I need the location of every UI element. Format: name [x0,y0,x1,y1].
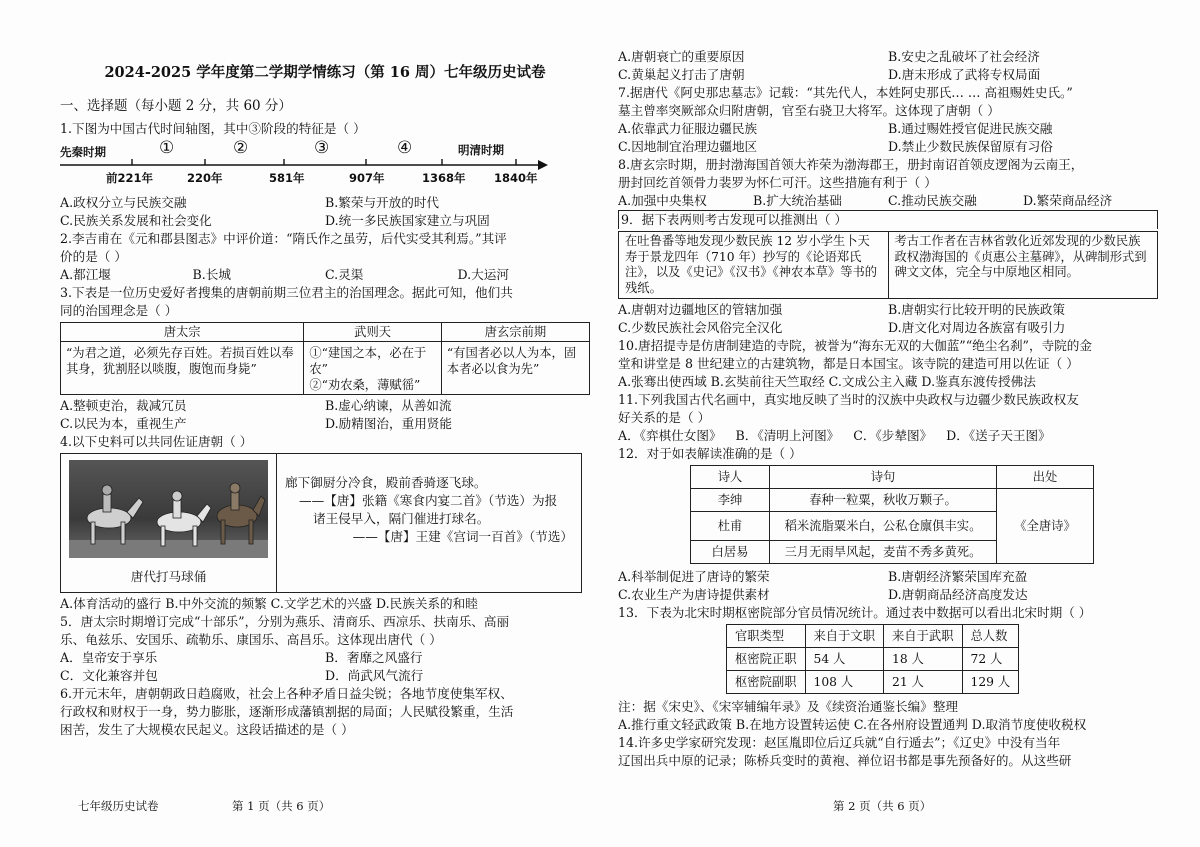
q3-options-row2 [60,415,590,433]
q12-poet-3: 白居易 [691,541,770,564]
q13-header-total: 总人数 [962,625,1019,648]
q6-option-b: B.安史之乱破坏了社会经济 [888,49,1040,64]
q2-option-b: B.长城 [192,267,231,282]
q12-header-verse: 诗句 [770,466,997,489]
q5-option-a: A．皇帝安于享乐 [60,650,158,665]
table-row [727,671,1019,694]
timeline-stage-3: ③ [314,138,330,158]
q1-option-b: B.繁荣与开放的时代 [325,195,440,210]
q11-option-a: A．《弈棋仕女图》 [618,428,722,443]
q4-image-cell [61,454,277,592]
q1-options-row2 [60,212,590,230]
q13-table [726,624,1019,694]
q13-header-military: 来自于武职 [884,625,963,648]
q3-table-header [61,323,590,342]
q13-r1-civil: 54 人 [805,648,884,671]
timeline-stage-4: ④ [397,138,413,158]
q12-verse-1: 春种一粒粟，秋收万颗子。 [770,489,997,512]
q13-r2-civil: 108 人 [805,671,884,694]
q7-stem-line2: 墓主曾率突厥部众归附唐朝，官至右骁卫大将军。这体现了唐朝（ ） [618,103,1000,118]
page-2 [618,0,1158,847]
q12-verse-2: 稻米流脂粟米白，公私仓廪俱丰实。 [770,512,997,541]
q13-options: A.推行重文轻武政策 B.在地方设置转运使 C.在各州府设置通判 D.取消节度使收税权 [618,717,1087,732]
q4-poem-cell [277,454,581,592]
q14-stem-line2: 辽国出兵中原的记录；陈桥兵变时的黄袍、禅位诏书都是事先预备好的。从这些研 [618,753,1072,768]
q6-option-c: C.黄巢起义打击了唐朝 [618,67,745,82]
q8-option-d: D.繁荣商品经济 [1023,193,1113,208]
q2-stem-line2: 价的是（ ） [60,249,127,264]
q9-options-row2 [618,319,1158,337]
q3-table [60,322,590,395]
q8-option-c: C.推动民族交融 [888,193,977,208]
footer-page-1: 第 1 页（共 6 页） [232,799,331,813]
q12-option-a: A.科举制促进了唐诗的繁荣 [618,569,770,584]
q12-source: 《全唐诗》 [997,489,1094,564]
q3-header-xuanzong: 唐玄宗前期 [441,323,589,342]
q3-options-row1 [60,397,590,415]
q6-option-a: A.唐朝衰亡的重要原因 [618,49,745,64]
table-row [691,489,1094,512]
q1-option-c: C.民族关系发展和社会变化 [60,213,212,228]
q2-option-a: A.都江堰 [60,267,111,282]
q13-header-civil: 来自于文职 [805,625,884,648]
q8-options [618,192,1158,210]
q12-header-source: 出处 [997,466,1094,489]
q2-stem-line1: 2.李吉甫在《元和郡县图志》中评价道：“隋氏作之虽劳，后代实受其利焉。”其评 [60,231,507,246]
q3-cell-taizong: “为君之道，必须先存百姓。若损百姓以奉其身，犹割胫以啖腹，腹饱而身毙” [61,342,304,395]
q13-r1-military: 18 人 [884,648,963,671]
q8-stem-line1: 8.唐玄宗时期，册封渤海国首领大祚荣为渤海郡王，册封南诏首领皮逻阁为云南王， [618,157,1084,172]
timeline-figure [60,140,590,188]
timeline-year-2: 220年 [187,171,223,185]
q3-option-d: D.励精图治，重用贤能 [325,416,452,431]
q1-option-d: D.统一多民族国家建立与巩固 [325,213,490,228]
q13-header-type: 官职类型 [727,625,806,648]
timeline-year-6: 1840年 [494,171,538,185]
q2-options [60,266,590,284]
q11-option-d: D．《送子天王图》 [946,428,1051,443]
q12-header-poet: 诗人 [691,466,770,489]
timeline-stage-1: ① [159,138,175,158]
q9-table [618,231,1158,299]
q4-poem-line-4: ——【唐】王建《宫词一百首》（节选） [352,529,573,544]
q8-stem-line2: 册封回纥首领骨力裴罗为怀仁可汗。这些措施有利于（ ） [618,175,937,190]
horse-figurines-image [69,460,268,558]
polo-figurine-photo [69,460,268,558]
q6-stem-line1: 6.开元末年，唐朝朝政日趋腐败，社会上各种矛盾日益尖锐；各地节度使集军权、 [60,686,513,701]
q7-option-d: D.禁止少数民族保留原有习俗 [888,139,1053,154]
footer-page-2: 第 2 页（共 6 页） [833,799,932,813]
q13-table-header [727,625,1019,648]
q6-options-row2 [618,66,1158,84]
q10-stem-line2: 堂和讲堂是 8 世纪建立的古建筑物，都是日本国宝。该寺院的建造可用以佐证（ ） [618,356,1079,371]
q2-option-c: C.灵渠 [325,267,364,282]
q13-r2-total: 129 人 [962,671,1019,694]
q1-options-row1 [60,194,590,212]
q4-poem-line-3: 诸王侵早入，隔门催进打球名。 [313,511,490,526]
q12-poet-1: 李绅 [691,489,770,512]
page-1 [60,0,590,847]
q13-r2-type: 枢密院副职 [727,671,806,694]
q5-option-d: D．尚武风气流行 [325,668,424,683]
q10-options: A.张骞出使西域 B.玄奘前往天竺取经 C.文成公主入藏 D.鉴真东渡传授佛法 [618,374,1036,389]
q14-stem-line1: 14.许多史学家研究发现：赵匡胤即位后辽兵就“自行遁去”；《辽史》中没有当年 [618,735,1061,750]
q13-r1-type: 枢密院正职 [727,648,806,671]
q3-option-a: A.整顿吏治，裁减冗员 [60,398,187,413]
q2-option-d: D.大运河 [457,267,509,282]
timeline-arrow [538,160,548,170]
q7-options-row1 [618,120,1158,138]
q9-option-b: B.唐朝实行比较开明的民族政策 [888,302,1065,317]
q1-stem: 1.下图为中国古代时间轴图，其中③阶段的特征是（ ） [60,121,366,136]
q13-note: 注：据《宋史》、《宋宰辅编年录》及《续资治通鉴长编》整理 [618,699,959,714]
q13-stem: 13．下表为北宋时期枢密院部分官员情况统计。通过表中数据可以看出北宋时期（ ） [618,605,1092,620]
q6-stem-line3: 困苦，发生了大规模农民起义。这段话描述的是（ ） [60,722,354,737]
timeline-year-5: 1368年 [422,171,466,185]
q12-table-header [691,466,1094,489]
q7-option-c: C.因地制宜治理边疆地区 [618,139,758,154]
q4-poem-line-1: 廊下御厨分冷食，殿前香骑逐飞球。 [285,475,487,490]
q4-options: A.体育活动的盛行 B.中外交流的频繁 C.文学艺术的兴盛 D.民族关系的和睦 [60,596,478,611]
timeline-stage-2: ② [233,138,249,158]
footer-subject: 七年级历史试卷 [78,799,159,813]
q7-option-b: B.通过赐姓授官促进民族交融 [888,121,1053,136]
q3-option-b: B.虚心纳谏，从善如流 [325,398,452,413]
timeline-year-1: 前221年 [106,171,154,185]
q3-stem-line1: 3.下表是一位历史爱好者搜集的唐朝前期三位君主的治国理念。据此可知，他们共 [60,285,513,300]
q12-table [690,465,1094,564]
timeline-start-label: 先秦时期 [60,145,106,159]
q3-header-taizong: 唐太宗 [61,323,304,342]
q12-option-c: C.农业生产为唐诗提供素材 [618,587,770,602]
q9-option-d: D.唐文化对周边各族富有吸引力 [888,320,1066,335]
q3-cell-xuanzong: “有国者必以人为本，固本者必以食为先” [441,342,589,395]
q5-options-row2 [60,667,590,685]
q4-image-caption: 唐代打马球俑 [130,569,207,584]
q11-option-c: C．《步辇图》 [853,428,933,443]
timeline-end-label: 明清时期 [458,143,504,157]
q11-options [618,427,1158,445]
q3-option-c: C.以民为本，重视生产 [60,416,187,431]
q8-option-a: A.加强中央集权 [618,193,707,208]
q9-left-cell: 在吐鲁番等地发现少数民族 12 岁小学生卜天寿于景龙四年（710 年）抄写的《论语郑氏注》，以及《史记》《汉书》《神农本草》等书的残纸。 [625,234,878,295]
q3-table-row [61,342,590,395]
q9-options-row1 [618,301,1158,319]
q6-option-d: D.唐末形成了武将专权局面 [888,67,1041,82]
q5-stem-line1: 5．唐太宗时期增订完成“十部乐”，分别为燕乐、清商乐、西凉乐、扶南乐、高丽 [60,614,510,629]
q12-poet-2: 杜甫 [691,512,770,541]
timeline-year-3: 581年 [269,171,305,185]
q3-stem-line2: 同的治国理念是（ ） [60,303,178,318]
q11-stem-line1: 11.下列我国古代名画中，真实地反映了当时的汉族中央政权与边疆少数民族政权友 [618,392,1079,407]
q9-stem: 9．据下表两则考古发现可以推测出（ ） [618,210,1158,229]
q13-r1-total: 72 人 [962,648,1019,671]
q5-option-c: C．文化兼容并包 [60,668,158,683]
q6-options-row1 [618,48,1158,66]
q7-options-row2 [618,138,1158,156]
q8-option-b: B.扩大统治基础 [753,193,842,208]
q4-material-box [60,453,582,593]
timeline-year-4: 907年 [349,171,385,185]
q12-option-b: B.唐朝经济繁荣国库充盈 [888,569,1028,584]
q5-stem-line2: 乐、龟兹乐、安国乐、疏勒乐、康国乐、高昌乐。这体现出唐代（ ） [60,632,442,647]
exam-title: 2024-2025 学年度第二学期学情练习（第 16 周）七年级历史试卷 [104,64,546,81]
q12-option-d: D.唐朝商品经济高度发达 [888,587,1028,602]
q12-verse-3: 三月无雨旱风起，麦苗不秀多黄死。 [770,541,997,564]
q1-option-a: A.政权分立与民族交融 [60,195,187,210]
q6-stem-line2: 行政权和财权于一身，势力膨胀，逐渐形成藩镇割据的局面；人民赋役繁重，生活 [60,704,514,719]
q13-r2-military: 21 人 [884,671,963,694]
q7-stem-line1: 7.据唐代《阿史那忠墓志》记载：“其先代人，本姓阿史那氏… … 高祖赐姓史氏。” [618,85,1073,100]
q10-stem-line1: 10.唐招提寺是仿唐制建造的寺院，被誉为“海东无双的大伽蓝”“绝尘名刹”，寺院的金 [618,338,1092,353]
q7-option-a: A.依靠武力征服边疆民族 [618,121,758,136]
table-row [727,648,1019,671]
q3-cell-wuzetian: ①“建国之本，必在于农” ②“劝农桑，薄赋徭” [304,342,442,395]
q5-options-row1 [60,649,590,667]
q12-options-row1 [618,568,1158,586]
q4-stem: 4.以下史料可以共同佐证唐朝（ ） [60,434,253,449]
q12-stem: 12．对于如表解读准确的是（ ） [618,446,802,461]
q3-header-wuzetian: 武则天 [304,323,442,342]
section-heading: 一、选择题（每小题 2 分，共 60 分） [60,98,292,114]
q4-poem-line-2: ——【唐】张籍《寒食内宴二首》（节选）为报 [299,493,558,508]
q5-option-b: B．奢靡之风盛行 [325,650,423,665]
q9-option-c: C.少数民族社会风俗完全汉化 [618,320,783,335]
q9-right-cell: 考古工作者在吉林省敦化近郊发现的少数民族政权渤海国的《贞惠公主墓碑》，从碑制形式到碑文文体，完全与中原地区相同。 [888,232,1158,298]
q11-stem-line2: 好关系的是（ ） [618,410,711,425]
q9-option-a: A.唐朝对边疆地区的管辖加强 [618,302,783,317]
q11-option-b: B．《清明上河图》 [735,428,840,443]
q12-options-row2 [618,586,1158,604]
